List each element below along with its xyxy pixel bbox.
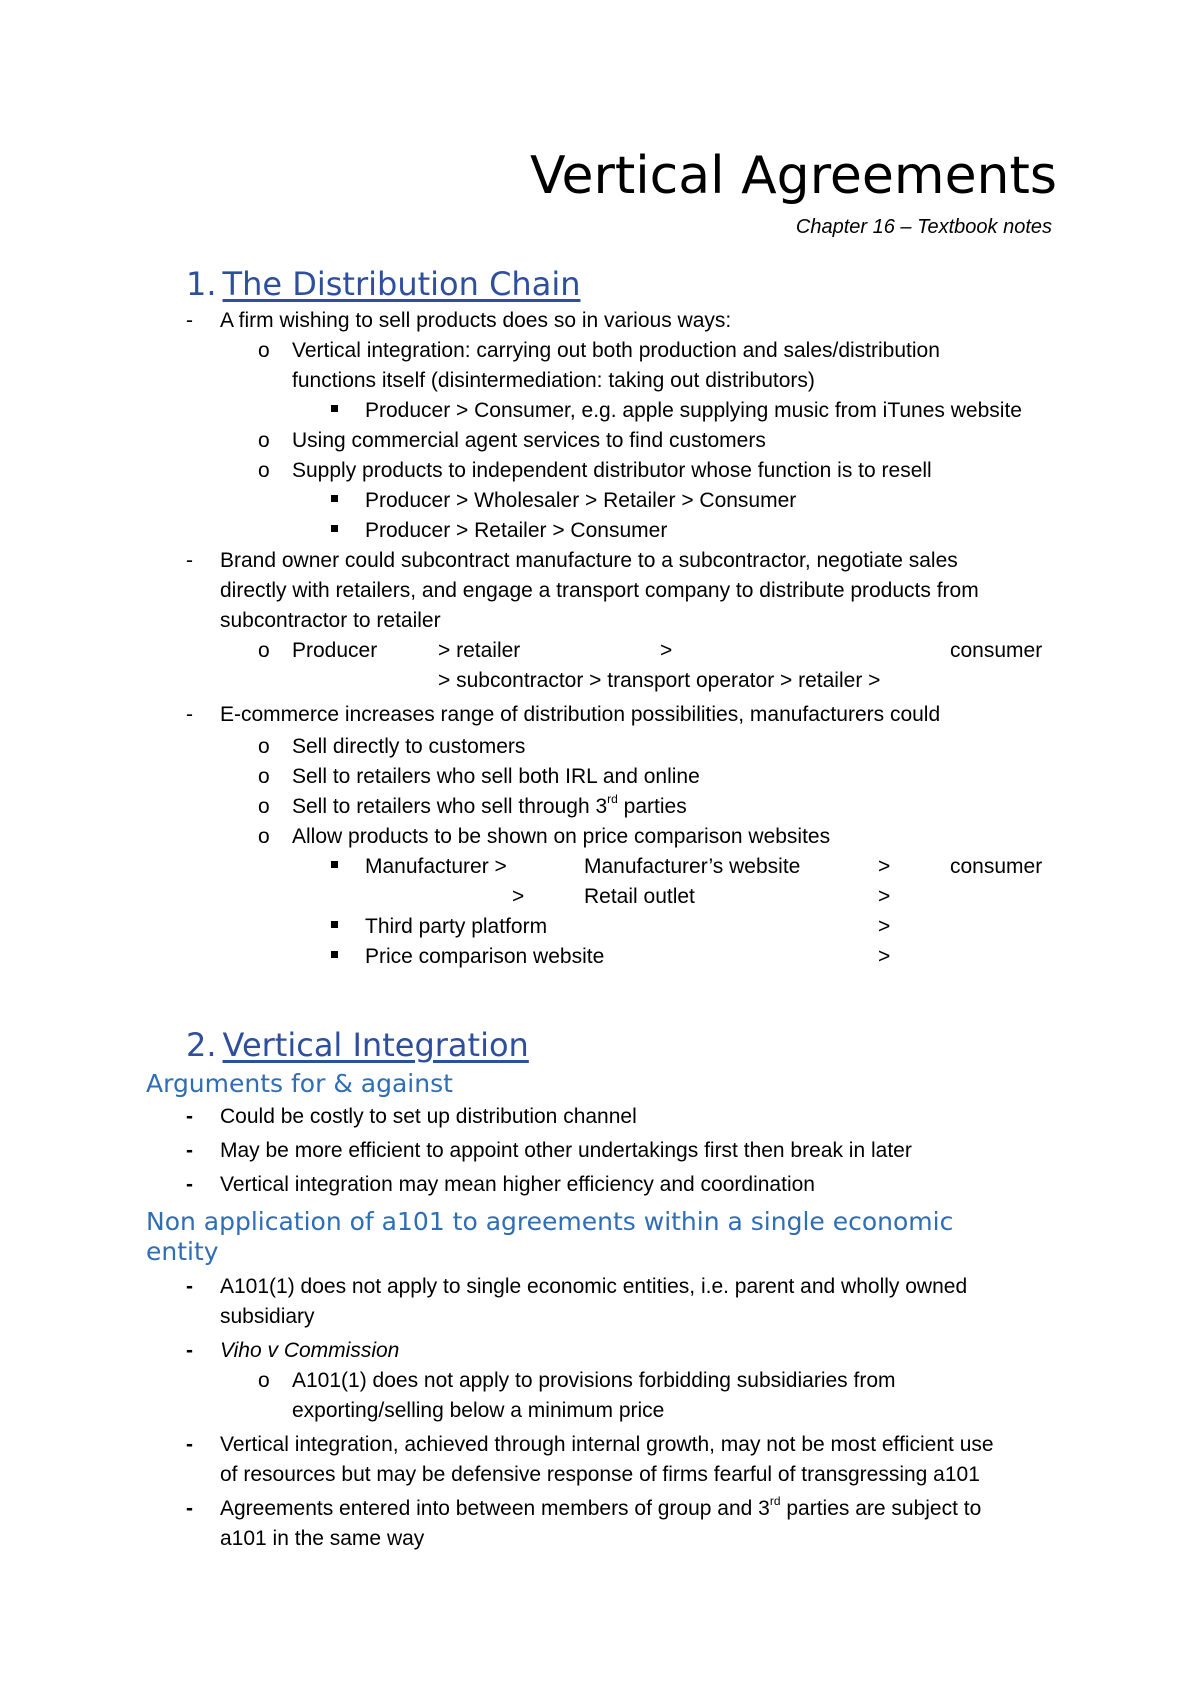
chain-cell: Producer <box>292 639 378 662</box>
dash-bullet: - <box>186 1339 193 1362</box>
grid-cell: Manufacturer > <box>365 855 507 878</box>
circle-bullet: o <box>258 639 270 662</box>
chain-cell: > subcontractor > transport operator > retailer > <box>438 669 881 692</box>
list-item-continued: of resources but may be defensive response of firms fearful of transgressing a101 <box>220 1463 980 1486</box>
section-1-heading <box>186 265 581 303</box>
list-item-continued: exporting/selling below a minimum price <box>292 1399 665 1422</box>
circle-bullet: o <box>258 795 270 818</box>
section-2-number: 2. <box>186 1026 217 1064</box>
list-item: Producer > Consumer, e.g. apple supplying music from iTunes website <box>365 399 1022 422</box>
square-bullet <box>331 495 338 502</box>
section-1-number: 1. <box>186 265 217 303</box>
dash-bullet: - <box>186 1139 193 1162</box>
circle-bullet: o <box>258 1369 270 1392</box>
chain-cell: > retailer <box>438 639 521 662</box>
list-item: Vertical integration: carrying out both production and sales/distribution <box>292 339 940 362</box>
square-bullet <box>331 525 338 532</box>
list-item: Producer > Retailer > Consumer <box>365 519 668 542</box>
square-bullet <box>331 405 338 412</box>
subheading-non-application: Non application of a101 to agreements within a single economic entity <box>146 1207 954 1266</box>
grid-cell: consumer <box>950 855 1043 878</box>
dash-bullet: - <box>186 1497 193 1520</box>
case-name: Viho v Commission <box>220 1339 400 1362</box>
square-bullet <box>331 861 338 868</box>
grid-cell: > <box>878 945 891 968</box>
list-item: Brand owner could subcontract manufacture to a subcontractor, negotiate sales <box>220 549 958 572</box>
chain-cell: consumer <box>950 639 1043 662</box>
dash-bullet: - <box>186 1105 193 1128</box>
list-item-continued: subsidiary <box>220 1305 315 1328</box>
circle-bullet: o <box>258 825 270 848</box>
document-title: Vertical Agreements <box>529 146 1057 206</box>
circle-bullet: o <box>258 459 270 482</box>
list-item: May be more efficient to appoint other undertakings first then break in later <box>220 1139 912 1162</box>
square-bullet <box>331 951 338 958</box>
grid-cell: > <box>878 885 891 908</box>
list-item: Supply products to independent distributor whose function is to resell <box>292 459 932 482</box>
dash-bullet: - <box>186 1173 193 1196</box>
list-item: A101(1) does not apply to single economic entities, i.e. parent and wholly owned <box>220 1275 968 1298</box>
dash-bullet: - <box>186 549 193 572</box>
section-2-heading <box>186 1026 529 1064</box>
subheading-arguments: Arguments for & against <box>146 1069 453 1098</box>
dash-bullet: - <box>186 1275 193 1298</box>
list-item: Sell to retailers who sell both IRL and online <box>292 765 700 788</box>
grid-cell: > <box>512 885 525 908</box>
square-bullet <box>331 921 338 928</box>
grid-cell: Price comparison website <box>365 945 605 968</box>
section-1-title: The Distribution Chain <box>222 265 581 303</box>
list-item: Using commercial agent services to find customers <box>292 429 766 452</box>
list-item-continued: directly with retailers, and engage a transport company to distribute products from <box>220 579 979 602</box>
list-item-continued: subcontractor to retailer <box>220 609 441 632</box>
circle-bullet: o <box>258 429 270 452</box>
grid-cell: Retail outlet <box>584 885 695 908</box>
dash-bullet: - <box>186 1433 193 1456</box>
list-item: Could be costly to set up distribution channel <box>220 1105 637 1128</box>
dash-bullet: - <box>186 703 193 726</box>
document-subtitle: Chapter 16 – Textbook notes <box>795 216 1052 238</box>
list-item: Sell to retailers who sell through 3rd parties <box>292 792 687 818</box>
list-item-continued: functions itself (disintermediation: taking out distributors) <box>292 369 815 392</box>
circle-bullet: o <box>258 339 270 362</box>
grid-cell: > <box>878 855 891 878</box>
grid-cell: Manufacturer’s website <box>584 855 801 878</box>
grid-cell: Third party platform <box>365 915 548 938</box>
list-item: A101(1) does not apply to provisions forbidding subsidiaries from <box>292 1369 896 1392</box>
list-item: Vertical integration may mean higher efficiency and coordination <box>220 1173 815 1196</box>
list-item: Allow products to be shown on price comparison websites <box>292 825 831 848</box>
circle-bullet: o <box>258 735 270 758</box>
list-item: Sell directly to customers <box>292 735 526 758</box>
list-item: Producer > Wholesaler > Retailer > Consumer <box>365 489 797 512</box>
chain-cell: > <box>660 639 673 662</box>
section-2-title: Vertical Integration <box>222 1026 529 1064</box>
circle-bullet: o <box>258 765 270 788</box>
list-item-continued: a101 in the same way <box>220 1527 425 1550</box>
list-item: A firm wishing to sell products does so in various ways: <box>220 309 732 332</box>
grid-cell: > <box>878 915 891 938</box>
list-item: E-commerce increases range of distribution possibilities, manufacturers could <box>220 703 941 726</box>
dash-bullet: - <box>186 309 193 332</box>
list-item: Agreements entered into between members of group and 3rd parties are subject to <box>220 1494 982 1520</box>
list-item: Vertical integration, achieved through internal growth, may not be most efficient use <box>220 1433 994 1456</box>
